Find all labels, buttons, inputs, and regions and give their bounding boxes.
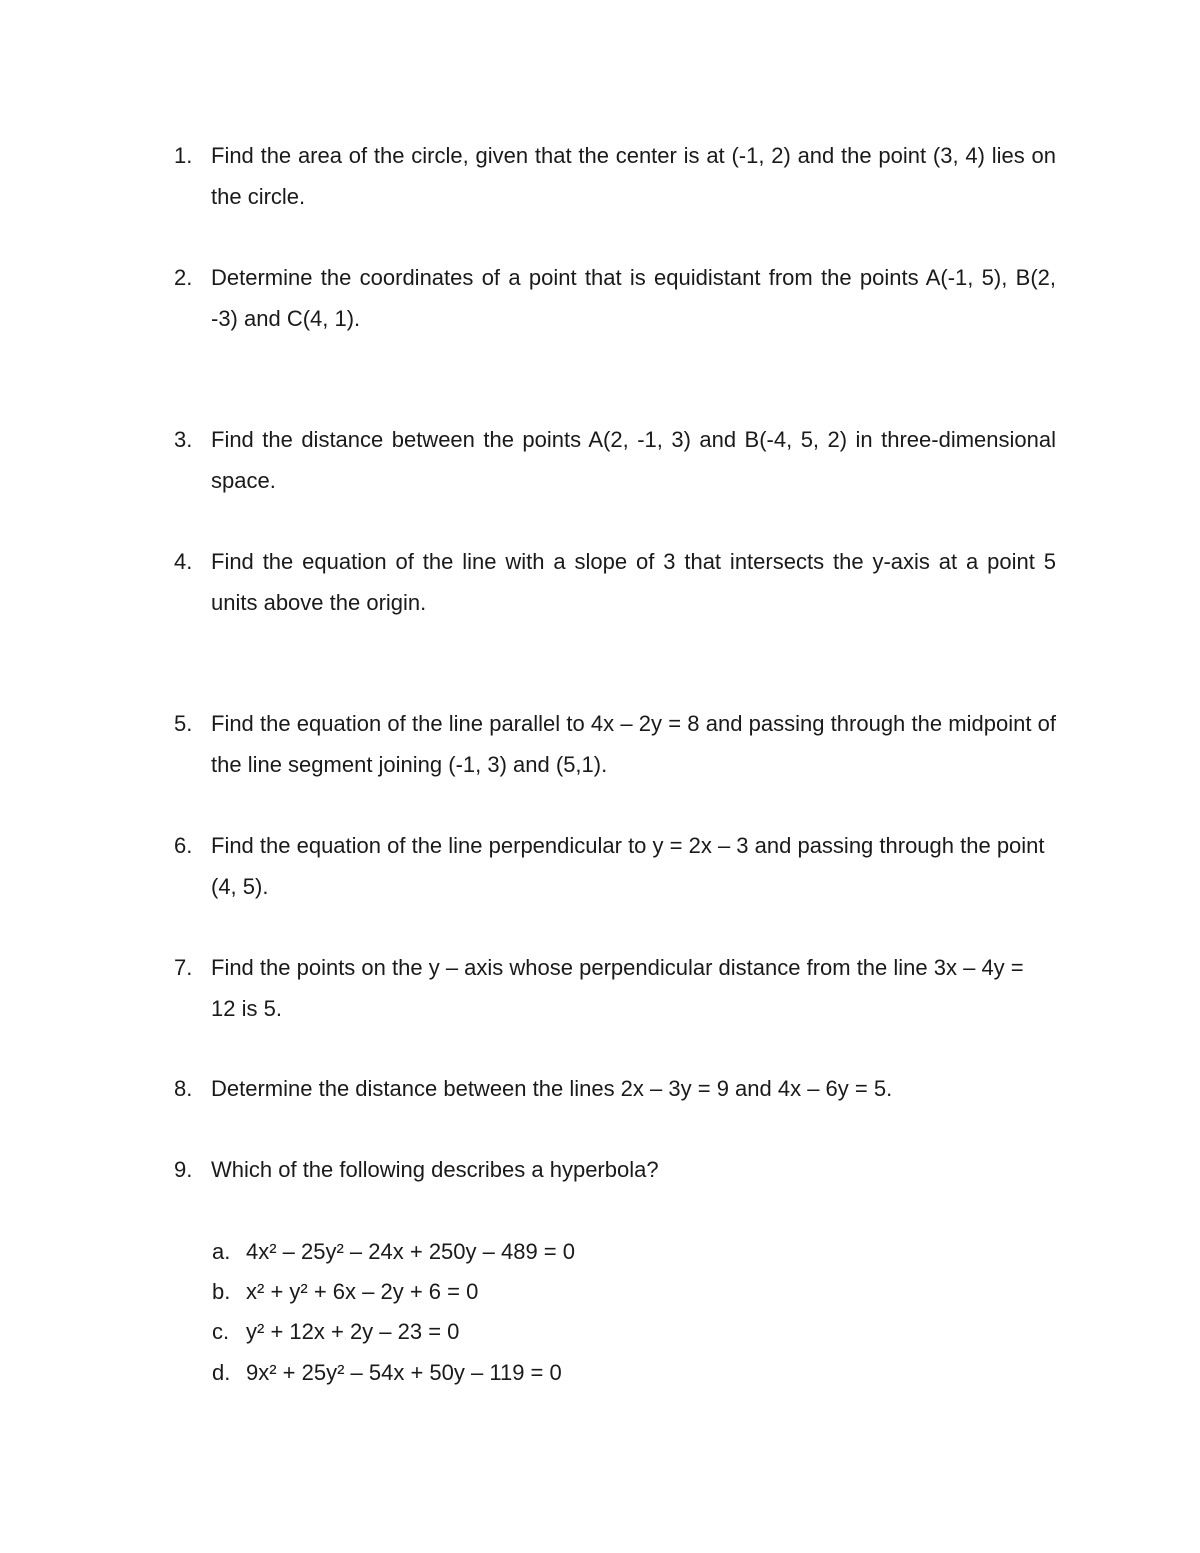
option-letter: d. — [212, 1360, 231, 1385]
question-2 — [174, 257, 1056, 339]
question-text: Find the equation of the line parallel to 4x – 2y = 8 and passing through the midpoint of the line segment joining (-1, 3) and (5,1). — [211, 711, 1056, 777]
option-text: 4x² – 25y² – 24x + 250y – 489 = 0 — [246, 1239, 576, 1264]
question-number: 5. — [174, 711, 193, 736]
question-8 — [174, 1068, 1056, 1109]
question-text: Determine the distance between the lines 2x – 3y = 9 and 4x – 6y = 5. — [211, 1076, 893, 1101]
question-number: 9. — [174, 1157, 193, 1182]
question-5 — [174, 703, 1056, 785]
question-text: Find the area of the circle, given that the center is at (-1, 2) and the point (3, 4) lies on the circle. — [211, 143, 1056, 209]
question-text: Find the equation of the line perpendicular to y = 2x – 3 and passing through the point (4, 5). — [211, 833, 1045, 899]
question-number: 7. — [174, 955, 193, 980]
question-4 — [174, 541, 1056, 623]
question-text: Which of the following describes a hyperbola? — [211, 1157, 659, 1182]
option-d — [212, 1352, 846, 1393]
option-text: 9x² + 25y² – 54x + 50y – 119 = 0 — [246, 1360, 562, 1385]
question-7 — [174, 947, 1036, 1029]
question-3 — [174, 419, 1056, 501]
question-6 — [174, 825, 1051, 907]
question-1 — [174, 135, 1056, 217]
question-text: Find the distance between the points A(2, -1, 3) and B(-4, 5, 2) in three-dimensional space. — [211, 427, 1056, 493]
option-letter: c. — [212, 1319, 230, 1344]
question-9 — [174, 1149, 1056, 1190]
question-text: Determine the coordinates of a point that is equidistant from the points A(-1, 5), B(2, -3) and C(4, 1). — [211, 265, 1056, 331]
question-number: 3. — [174, 427, 193, 452]
option-letter: a. — [212, 1239, 231, 1264]
question-number: 1. — [174, 143, 193, 168]
question-number: 8. — [174, 1076, 193, 1101]
option-a — [212, 1231, 846, 1272]
option-text: y² + 12x + 2y – 23 = 0 — [246, 1319, 460, 1344]
option-text: x² + y² + 6x – 2y + 6 = 0 — [246, 1279, 479, 1304]
question-number: 6. — [174, 833, 193, 858]
question-text: Find the points on the y – axis whose perpendicular distance from the line 3x – 4y = 12 is 5. — [211, 955, 1024, 1021]
question-number: 4. — [174, 549, 193, 574]
question-text: Find the equation of the line with a slope of 3 that intersects the y-axis at a point 5 units above the origin. — [211, 549, 1056, 615]
question-number: 2. — [174, 265, 193, 290]
option-letter: b. — [212, 1279, 231, 1304]
option-c — [212, 1311, 846, 1352]
option-b — [212, 1271, 846, 1312]
